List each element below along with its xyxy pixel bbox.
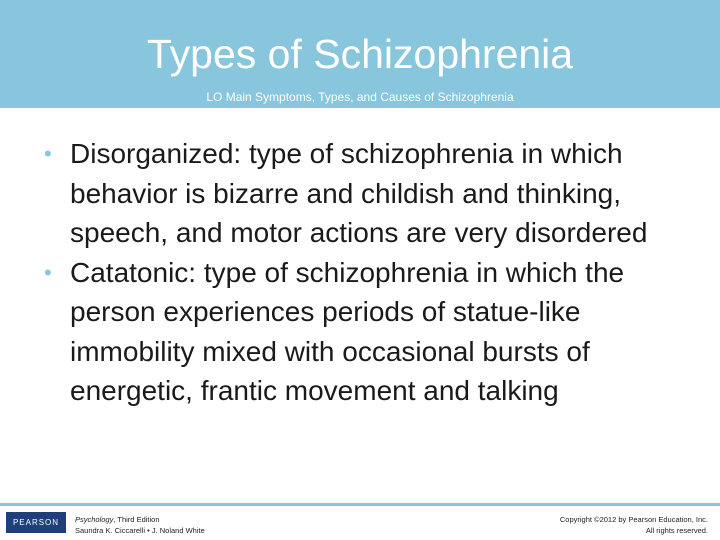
bullet-list — [44, 134, 684, 411]
bullet-text: Catatonic: type of schizophrenia in which the person experiences periods of statue-like immobility mixed with occasional bursts of energetic, frantic movement and talking — [70, 256, 625, 406]
footer-citation — [75, 514, 205, 536]
copyright-text: Copyright ©2012 by Pearson Education, Inc. — [559, 515, 708, 524]
pearson-logo: PEARSON — [6, 512, 66, 533]
bullet-text: Disorganized: type of schizophrenia in which behavior is bizarre and childish and thinking, speech, and motor actions are very disordered — [70, 138, 648, 248]
footer-divider — [0, 503, 720, 506]
book-authors: Saundra K. Ciccarelli • J. Noland White — [75, 526, 205, 535]
bullet-item-catatonic — [44, 253, 684, 411]
book-title: Psychology — [75, 515, 114, 524]
book-edition: , Third Edition — [113, 515, 160, 524]
bullet-item-disorganized — [44, 134, 684, 253]
bullet-icon: • — [44, 259, 52, 285]
rights-text: All rights reserved. — [645, 526, 708, 535]
slide-title: Types of Schizophrenia — [146, 31, 574, 77]
footer-copyright — [560, 514, 708, 536]
slide-subtitle: LO Main Symptoms, Types, and Causes of Schizophrenia — [206, 90, 514, 104]
bullet-icon: • — [44, 141, 52, 166]
title-banner — [0, 0, 720, 108]
